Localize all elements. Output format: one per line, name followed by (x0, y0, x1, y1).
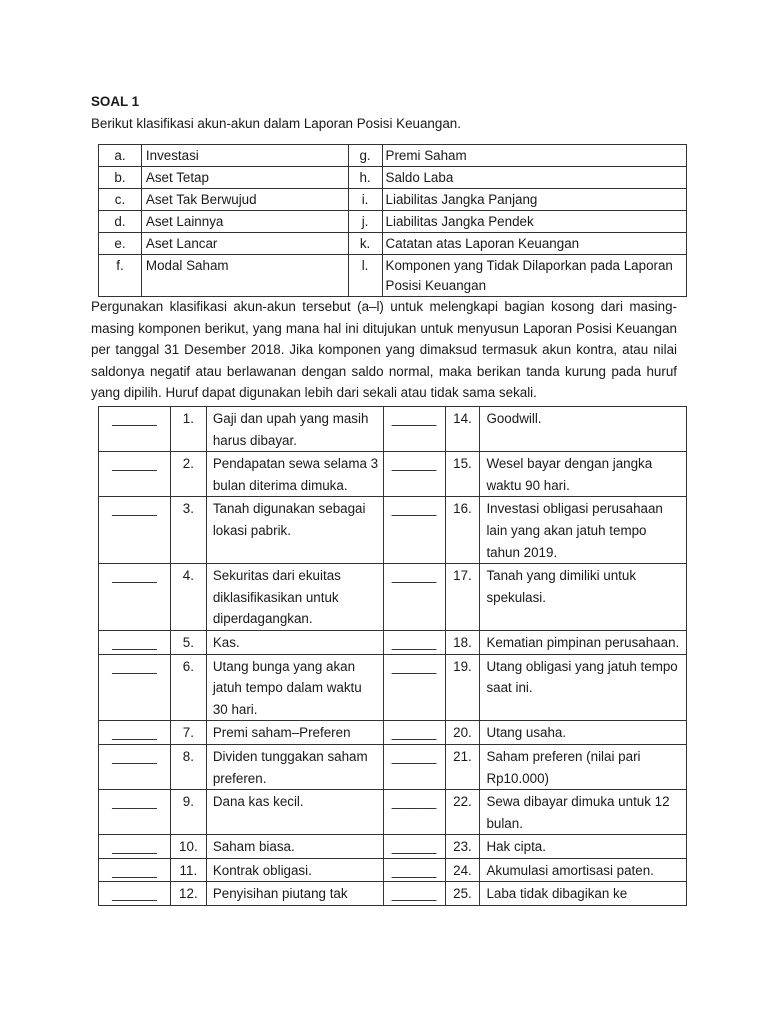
class-name: Saldo Laba (382, 167, 686, 189)
answer-blank[interactable]: ______ (99, 564, 171, 631)
class-name: Aset Tetap (141, 167, 348, 189)
question-text: Dana kas kecil. (206, 790, 383, 835)
question-text: Dividen tunggakan saham preferen. (206, 744, 383, 789)
question-number: 20. (445, 721, 480, 745)
class-letter: j. (348, 211, 382, 233)
classification-row (99, 211, 687, 233)
question-row (99, 858, 687, 882)
question-text: Goodwill. (480, 407, 687, 452)
class-name: Premi Saham (382, 145, 686, 167)
question-text: Wesel bayar dengan jangka waktu 90 hari. (480, 452, 687, 497)
answer-blank[interactable]: ______ (99, 721, 171, 745)
answer-blank[interactable]: ______ (383, 564, 445, 631)
classification-row (99, 167, 687, 189)
class-name: Komponen yang Tidak Dilaporkan pada Laporan Posisi Keuangan (382, 255, 686, 297)
question-row (99, 744, 687, 789)
answer-blank[interactable]: ______ (99, 654, 171, 721)
answer-blank[interactable]: ______ (99, 744, 171, 789)
question-text: Pendapatan sewa selama 3 bulan diterima dimuka. (206, 452, 383, 497)
question-row (99, 497, 687, 564)
question-number: 11. (170, 858, 206, 882)
question-text: Sekuritas dari ekuitas diklasifikasikan untuk diperdagangkan. (206, 564, 383, 631)
question-text: Kas. (206, 630, 383, 654)
answer-blank[interactable]: ______ (383, 452, 445, 497)
question-number: 4. (170, 564, 206, 631)
answer-blank[interactable]: ______ (99, 882, 171, 906)
question-text: Utang usaha. (480, 721, 687, 745)
question-number: 9. (170, 790, 206, 835)
question-row (99, 790, 687, 835)
answer-blank[interactable]: ______ (383, 790, 445, 835)
classification-table (98, 144, 687, 297)
class-name: Liabilitas Jangka Panjang (382, 189, 686, 211)
answer-blank[interactable]: ______ (383, 835, 445, 859)
class-letter: h. (348, 167, 382, 189)
question-number: 7. (170, 721, 206, 745)
page-title: SOAL 1 (91, 94, 140, 109)
question-row (99, 835, 687, 859)
question-text: Saham preferen (nilai pari Rp10.000) (480, 744, 687, 789)
question-text: Utang obligasi yang jatuh tempo saat ini. (480, 654, 687, 721)
answer-blank[interactable]: ______ (99, 497, 171, 564)
answer-blank[interactable]: ______ (383, 882, 445, 906)
question-text: Premi saham–Preferen (206, 721, 383, 745)
question-number: 18. (445, 630, 480, 654)
question-text: Akumulasi amortisasi paten. (480, 858, 687, 882)
answer-blank[interactable]: ______ (99, 630, 171, 654)
question-number: 21. (445, 744, 480, 789)
classification-row (99, 189, 687, 211)
question-row (99, 564, 687, 631)
question-row (99, 882, 687, 906)
question-number: 6. (170, 654, 206, 721)
question-number: 1. (170, 407, 206, 452)
intro-text: Berikut klasifikasi akun-akun dalam Laporan Posisi Keuangan. (91, 116, 461, 131)
question-number: 10. (170, 835, 206, 859)
instructions-paragraph: Pergunakan klasifikasi akun-akun tersebut (a–l) untuk melengkapi bagian kosong dari masing-masing komponen berikut, yang mana hal ini ditujukan untuk menyusun Laporan Posisi Keuangan per tanggal 31 Desember 2018. Jika komponen yang dimaksud termasuk akun kontra, atau nilai saldonya negatif atau berlawanan dengan saldo normal, maka berikan tanda kurung pada huruf yang dipilih. Huruf dapat digunakan lebih dari sekali atau tidak sama sekali. (91, 299, 677, 401)
answer-blank[interactable]: ______ (383, 630, 445, 654)
question-row (99, 654, 687, 721)
class-name: Investasi (141, 145, 348, 167)
question-text: Saham biasa. (206, 835, 383, 859)
answer-blank[interactable]: ______ (383, 407, 445, 452)
question-text: Penyisihan piutang tak (206, 882, 383, 906)
question-number: 12. (170, 882, 206, 906)
answer-blank[interactable]: ______ (383, 721, 445, 745)
question-number: 23. (445, 835, 480, 859)
answer-blank[interactable]: ______ (383, 744, 445, 789)
question-text: Tanah digunakan sebagai lokasi pabrik. (206, 497, 383, 564)
answer-blank[interactable]: ______ (383, 654, 445, 721)
class-letter: c. (99, 189, 142, 211)
questions-table (98, 406, 687, 906)
question-number: 2. (170, 452, 206, 497)
question-number: 16. (445, 497, 480, 564)
class-letter: e. (99, 233, 142, 255)
class-letter: f. (99, 255, 142, 297)
answer-blank[interactable]: ______ (383, 858, 445, 882)
classification-row (99, 255, 687, 297)
question-text: Tanah yang dimiliki untuk spekulasi. (480, 564, 687, 631)
question-text: Sewa dibayar dimuka untuk 12 bulan. (480, 790, 687, 835)
question-number: 3. (170, 497, 206, 564)
classification-row (99, 233, 687, 255)
class-name: Aset Tak Berwujud (141, 189, 348, 211)
class-name: Aset Lainnya (141, 211, 348, 233)
class-name: Catatan atas Laporan Keuangan (382, 233, 686, 255)
question-number: 25. (445, 882, 480, 906)
question-text: Kematian pimpinan perusahaan. (480, 630, 687, 654)
question-row (99, 407, 687, 452)
question-number: 8. (170, 744, 206, 789)
question-number: 14. (445, 407, 480, 452)
question-row (99, 721, 687, 745)
class-letter: l. (348, 255, 382, 297)
class-name: Modal Saham (141, 255, 348, 297)
answer-blank[interactable]: ______ (99, 835, 171, 859)
question-number: 5. (170, 630, 206, 654)
answer-blank[interactable]: ______ (383, 497, 445, 564)
question-text: Utang bunga yang akan jatuh tempo dalam waktu 30 hari. (206, 654, 383, 721)
question-row (99, 630, 687, 654)
answer-blank[interactable]: ______ (99, 790, 171, 835)
question-row (99, 452, 687, 497)
question-text: Kontrak obligasi. (206, 858, 383, 882)
class-name: Aset Lancar (141, 233, 348, 255)
question-text: Gaji dan upah yang masih harus dibayar. (206, 407, 383, 452)
question-number: 24. (445, 858, 480, 882)
class-letter: i. (348, 189, 382, 211)
class-letter: k. (348, 233, 382, 255)
question-text: Hak cipta. (480, 835, 687, 859)
question-text: Investasi obligasi perusahaan lain yang akan jatuh tempo tahun 2019. (480, 497, 687, 564)
answer-blank[interactable]: ______ (99, 407, 171, 452)
question-number: 17. (445, 564, 480, 631)
question-number: 15. (445, 452, 480, 497)
class-letter: g. (348, 145, 382, 167)
question-text: Laba tidak dibagikan ke (480, 882, 687, 906)
question-number: 22. (445, 790, 480, 835)
class-letter: d. (99, 211, 142, 233)
class-letter: a. (99, 145, 142, 167)
answer-blank[interactable]: ______ (99, 452, 171, 497)
class-letter: b. (99, 167, 142, 189)
question-number: 19. (445, 654, 480, 721)
class-name: Liabilitas Jangka Pendek (382, 211, 686, 233)
answer-blank[interactable]: ______ (99, 858, 171, 882)
classification-row (99, 145, 687, 167)
